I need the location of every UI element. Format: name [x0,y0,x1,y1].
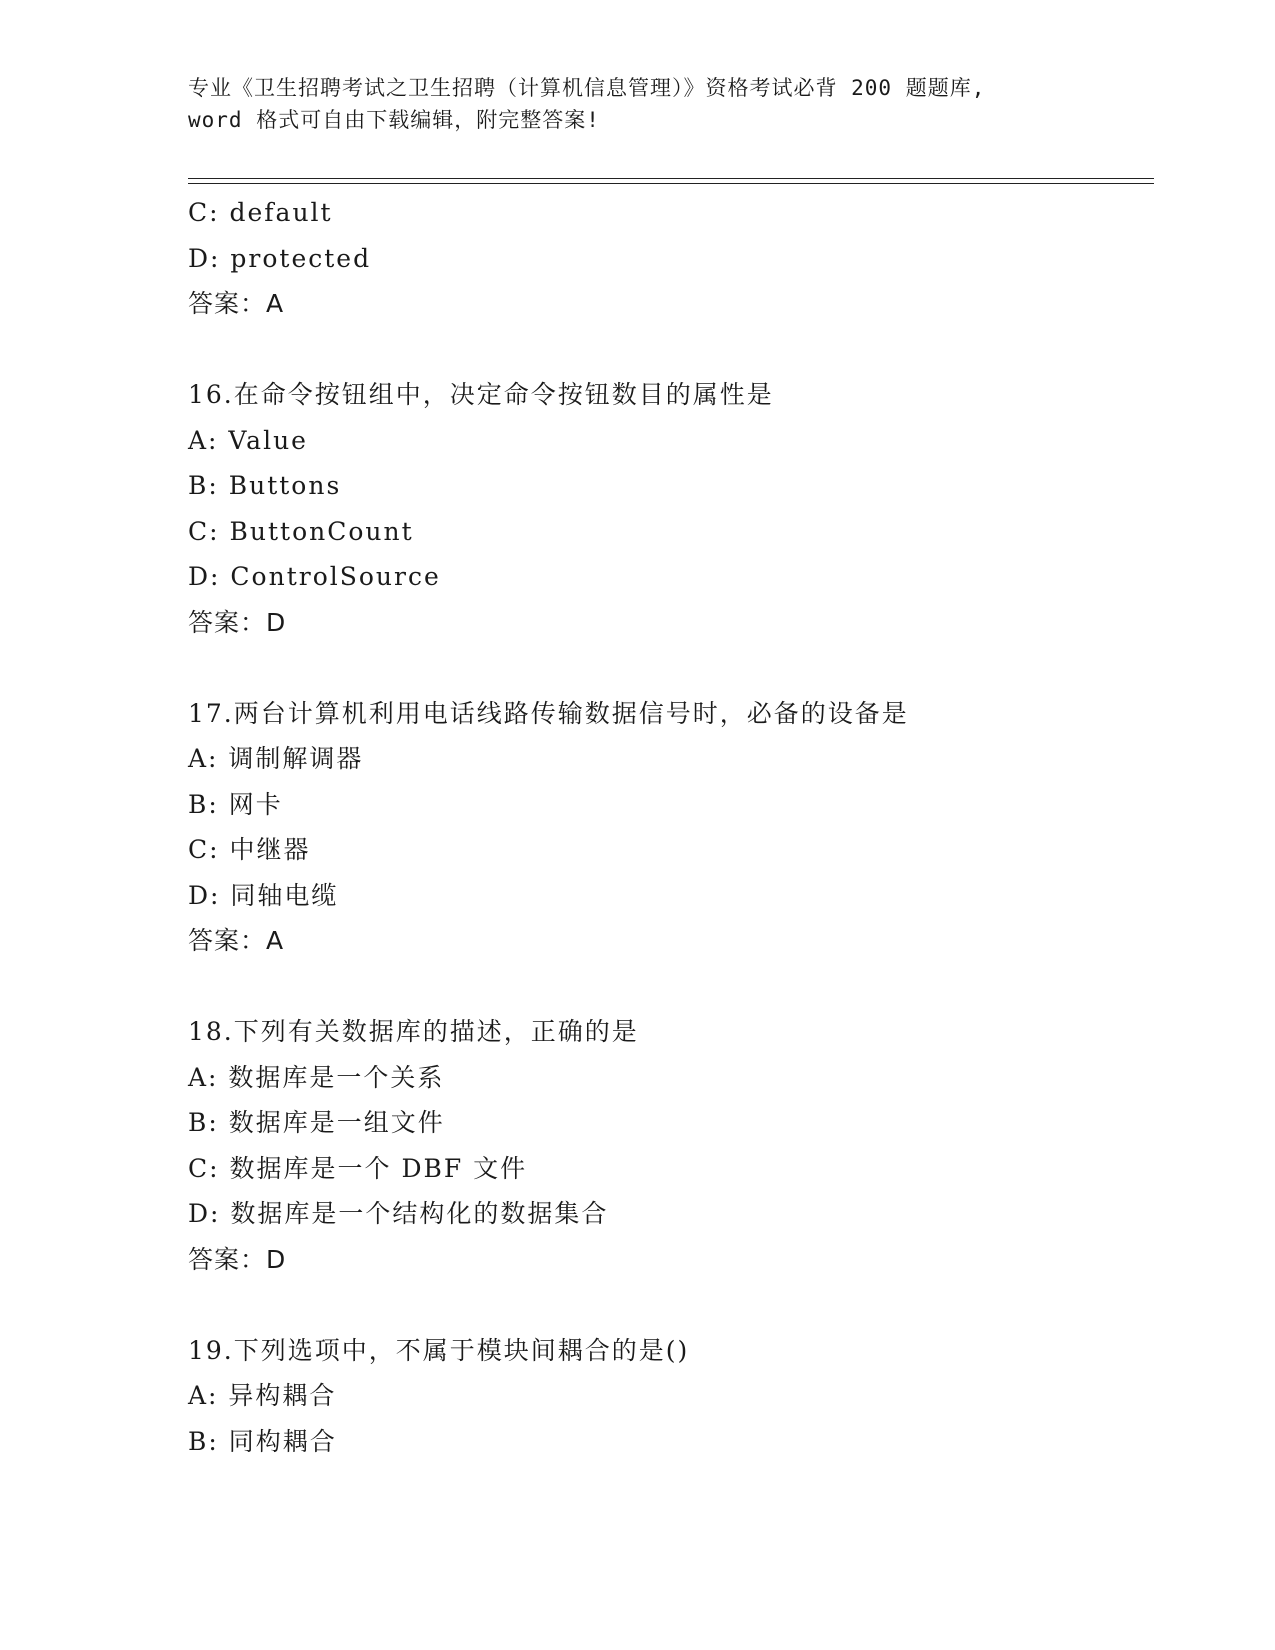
option-c: C: 数据库是一个 DBF 文件 [188,1153,528,1183]
option-d: D: 数据库是一个结构化的数据集合 [188,1199,609,1228]
answer-line: 答案：D [188,1244,287,1274]
option-d: D: ControlSource [188,562,441,591]
answer-line: 答案：D [188,607,287,637]
question-18 [188,1009,1148,1282]
question-list [188,190,1148,1464]
option-b: B: 同构耦合 [188,1426,337,1456]
question-17 [188,691,1148,964]
question-19 [188,1328,1148,1465]
option-c: C: ButtonCount [188,516,414,546]
header-title-line-1: 专业《卫生招聘考试之卫生招聘（计算机信息管理）》资格考试必背 200 题题库, [188,76,986,100]
header-title-line-2: word 格式可自由下载编辑，附完整答案! [188,108,600,132]
option-d: D: 同轴电缆 [188,880,339,910]
header-divider-top [188,178,1154,179]
question-stem: 18.下列有关数据库的描述，正确的是 [188,1017,639,1046]
option-b: B: Buttons [188,471,342,500]
option-b: B: 网卡 [188,789,283,819]
option-b: B: 数据库是一组文件 [188,1108,445,1137]
question-stem: 19.下列选项中，不属于模块间耦合的是() [188,1335,690,1365]
question-15-continued [188,190,1148,327]
option-a: A: 异构耦合 [188,1381,337,1410]
answer-line: 答案：A [188,926,285,955]
option-a: A: Value [188,425,308,455]
option-c: C: default [188,198,333,227]
spacer [188,1282,1148,1328]
answer-line: 答案：A [188,289,285,318]
question-16 [188,372,1148,645]
spacer [188,964,1148,1010]
option-a: A: 调制解调器 [188,744,364,773]
question-stem: 17.两台计算机利用电话线路传输数据信号时，必备的设备是 [188,698,909,728]
option-a: A: 数据库是一个关系 [188,1062,445,1092]
spacer [188,645,1148,691]
header-divider-bottom [188,183,1154,184]
question-stem: 16.在命令按钮组中，决定命令按钮数目的属性是 [188,380,774,409]
document-header [188,72,1088,136]
option-c: C: 中继器 [188,835,311,864]
option-d: D: protected [188,243,372,273]
spacer [188,327,1148,373]
